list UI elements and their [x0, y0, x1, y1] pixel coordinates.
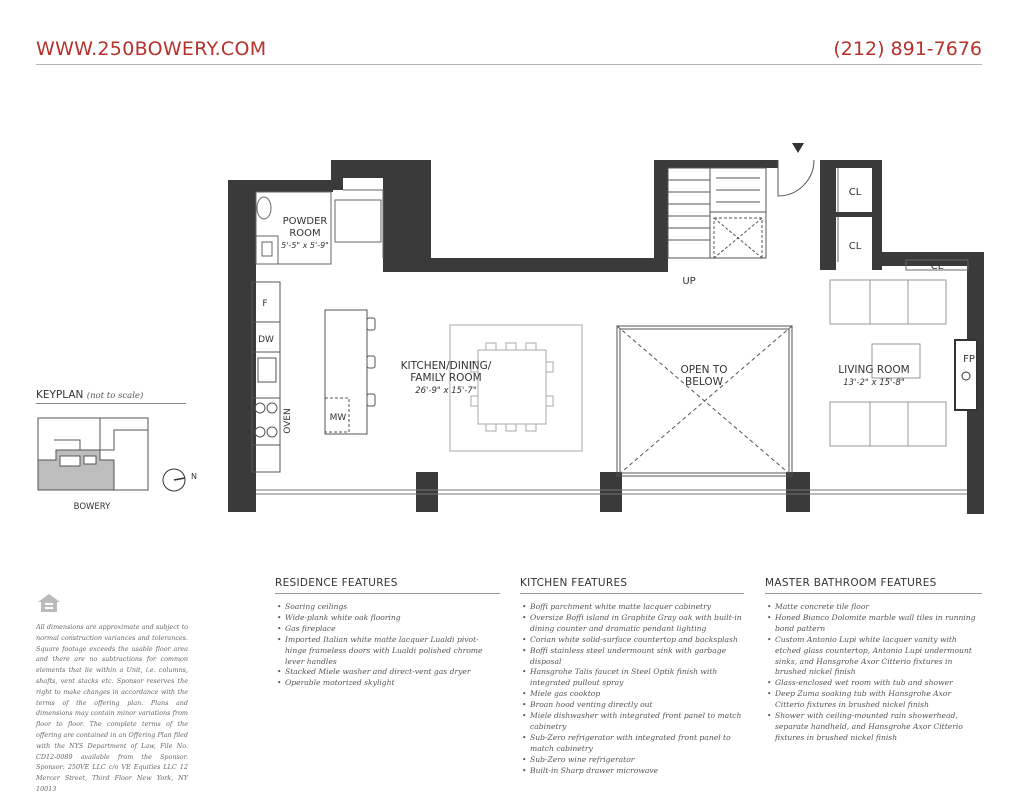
open-to-below-label: OPEN TO	[680, 364, 728, 376]
residence-features	[275, 577, 500, 689]
list-item: • Oversize Boffi island in Graphite Gray oak with built-in dining counter and dramatic pendant lighting	[530, 613, 744, 635]
closet-label-1: CL	[848, 187, 862, 198]
list-item: • Honed Bianco Dolomite marble wall tiles in running bond pattern	[775, 613, 982, 635]
stairs-up-label: UP	[682, 276, 696, 287]
keyplan-note: (not to scale)	[86, 391, 144, 401]
list-item: • Gas fireplace	[285, 624, 500, 635]
powder-room-fixtures	[256, 190, 383, 264]
list-item: • Hansgrohe Talis faucet in Steel Optik finish with integrated pullout spray	[530, 667, 744, 689]
list-item: • Soaring ceilings	[285, 602, 500, 613]
list-item: • Sub-Zero refrigerator with integrated front panel to match cabinetry	[530, 733, 744, 755]
phone-number[interactable]: (212) 891-7676	[833, 38, 982, 60]
master-bathroom-features-title: MASTER BATHROOM FEATURES	[765, 577, 982, 594]
oven-label: OVEN	[283, 408, 293, 434]
kitchen-features-list	[520, 602, 744, 777]
list-item: • Imported Italian white matte lacquer Lualdi pivot-hinge frameless doors with Lualdi polished chrome lever handles	[285, 635, 500, 668]
list-item: • Wide-plank white oak flooring	[285, 613, 500, 624]
kitchen-counter	[252, 282, 280, 472]
entry-arrow-icon	[792, 143, 804, 153]
closet-label-2: CL	[848, 241, 862, 252]
kitchen-dims: 26'-9" x 15'-7"	[415, 386, 477, 396]
walls	[228, 160, 984, 514]
master-bathroom-features	[765, 577, 982, 744]
kitchen-label: KITCHEN/DINING/	[400, 360, 492, 372]
living-room-dims: 13'-2" x 15'-8"	[843, 378, 905, 388]
list-item: • Boffi stainless steel undermount sink with garbage disposal	[530, 646, 744, 668]
list-item: • Boffi parchment white matte lacquer cabinetry	[530, 602, 744, 613]
list-item: • Custom Antonio Lupi white lacquer vanity with etched glass countertop, Antonio Lupi undermount sinks, and Hansgrohe Axor Citterio fixtures in brushed nickel finish	[775, 635, 982, 679]
list-item: • Sub-Zero wine refrigerator	[530, 755, 744, 766]
list-item: • Shower with ceiling-mounted rain showerhead, separate handheld, and Hansgrohe Axor Citterio fixtures in brushed nickel finish	[775, 711, 982, 744]
equal-housing-icon	[36, 592, 62, 614]
powder-room-dims: 5'-5" x 5'-9"	[281, 241, 329, 250]
keyplan-diagram	[38, 418, 148, 490]
list-item: • Glass-enclosed wet room with tub and shower	[775, 678, 982, 689]
keyplan-street-label: BOWERY	[73, 502, 111, 512]
kitchen-label-2: FAMILY ROOM	[410, 372, 482, 384]
fridge-label: F	[262, 299, 268, 309]
staircase	[668, 168, 766, 258]
kitchen-features	[520, 577, 744, 777]
closet-label-3: CL	[930, 261, 944, 272]
list-item: • Deep Zuma soaking tub with Hansgrohe Axor Citterio fixtures in brushed nickel finish	[775, 689, 982, 711]
compass-icon	[163, 469, 185, 491]
list-item: • Miele dishwasher with integrated front panel to match cabinetry	[530, 711, 744, 733]
website-url[interactable]: WWW.250BOWERY.COM	[36, 38, 267, 60]
fireplace-label: FP	[963, 354, 975, 365]
kitchen-features-title: KITCHEN FEATURES	[520, 577, 744, 594]
residence-features-list	[275, 602, 500, 689]
open-to-below-label-2: BELOW	[685, 376, 723, 388]
list-item: • Built-in Sharp drawer microwave	[530, 766, 744, 777]
living-room-furniture	[830, 280, 977, 446]
dishwasher-label: DW	[258, 335, 274, 345]
entry-door	[778, 160, 814, 196]
list-item: • Miele gas cooktop	[530, 689, 744, 700]
keyplan-heading: KEYPLAN	[36, 389, 84, 401]
residence-features-title: RESIDENCE FEATURES	[275, 577, 500, 594]
compass-label: N	[191, 472, 197, 481]
list-item: • Corian white solid-surface countertop and backsplash	[530, 635, 744, 646]
powder-room-label-2: ROOM	[289, 228, 321, 239]
master-bathroom-features-list	[765, 602, 982, 744]
microwave-label: MW	[329, 413, 347, 423]
open-to-below	[617, 326, 792, 476]
list-item: • Operable motorized skylight	[285, 678, 500, 689]
legal-disclaimer: All dimensions are approximate and subject to normal construction variances and tolerances. Square footage exceeds the usable floor area and there are no subtractions for common elements that lie within a Unit, i.e. columns, shafts, vent stacks etc. Sponsor reserves the right to make changes in accordance with the terms of the offering plan. Plans and dimensions may contain minor variations from floor to floor. The complete terms of the offering are contained in an Offering Plan filed with the NYS Department of Law, File No. CD12-0089 available from the Sponsor. Sponsor: 250VE LLC c/o VE Equities LLC 12 Mercer Street, Third Floor New York, NY 10013	[36, 623, 188, 793]
list-item: • Broan hood venting directly out	[530, 700, 744, 711]
powder-room-label: POWDER	[282, 216, 328, 227]
living-room-label: LIVING ROOM	[838, 364, 910, 376]
keyplan-title	[36, 389, 186, 404]
list-item: • Stacked Miele washer and direct-vent gas dryer	[285, 667, 500, 678]
list-item: • Matte concrete tile floor	[775, 602, 982, 613]
